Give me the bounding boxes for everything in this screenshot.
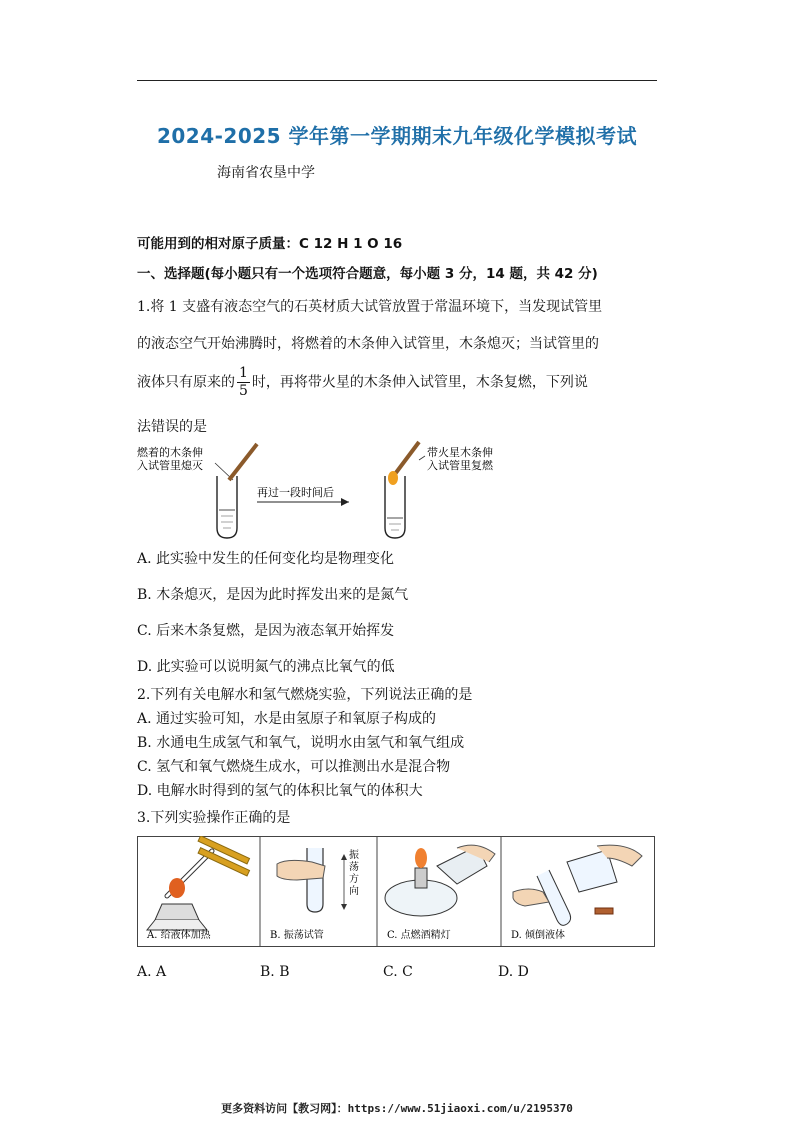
q1-option-a: A. 此实验中发生的任何变化均是物理变化 (137, 551, 395, 567)
q3-answer-c: C. C (383, 964, 413, 980)
panel-d-caption: D. 倾倒液体 (511, 930, 566, 941)
left-label-1: 燃着的木条伸 (137, 446, 203, 459)
q1-option-d: D. 此实验可以说明氮气的沸点比氧气的低 (137, 659, 395, 675)
q2-option-a: A. 通过实验可知，水是由氢原子和氧原子构成的 (137, 711, 437, 727)
q2-option-b: B. 水通电生成氢气和氧气，说明水由氢气和氧气组成 (137, 735, 465, 751)
right-test-tube (385, 476, 405, 538)
page-title: 2024-2025 学年第一学期期末九年级化学模拟考试 (156, 124, 638, 148)
q3-answer-b: B. B (260, 964, 290, 980)
fraction-numerator: 1 (239, 365, 248, 381)
left-test-tube (217, 476, 237, 538)
test-tube-figure (137, 440, 537, 540)
lab-operations-figure (137, 836, 655, 947)
q1-option-b: B. 木条熄灭，是因为此时挥发出来的是氮气 (137, 587, 409, 603)
top-rule (137, 80, 657, 81)
fraction-one-fifth (237, 365, 250, 400)
right-label-1: 带火星木条伸 (427, 446, 493, 459)
q3-answer-d: D. D (498, 964, 529, 980)
arrow-head (341, 498, 349, 506)
panel-a-caption: A. 给液体加热 (147, 930, 211, 941)
shake-label-1: 振 (349, 850, 359, 861)
q1-line-4: 法错误的是 (137, 419, 207, 435)
atomic-mass-note: 可能用到的相对原子质量：C 12 H 1 O 16 (137, 236, 403, 252)
right-pointer (419, 456, 425, 460)
panel-a-heating-liquid (147, 836, 250, 930)
right-label-2: 入试管里复燃 (427, 459, 493, 472)
panel-c-lighting-lamp (385, 845, 495, 916)
school-name: 海南省农垦中学 (217, 165, 315, 181)
fraction-denominator: 5 (239, 383, 248, 399)
q1-line-3 (137, 365, 588, 400)
q2-stem: 2.下列有关电解水和氢气燃烧实验，下列说法正确的是 (137, 687, 473, 703)
shake-label-2: 荡 (349, 862, 359, 873)
footer-link[interactable]: 更多资料访问【教习网】：https://www.51jiaoxi.com/u/2195370 (221, 1102, 573, 1115)
left-wooden-stick (229, 444, 257, 480)
glowing-splint-flame (388, 471, 398, 485)
q1-line-1: 1.将 1 支盛有液态空气的石英材质大试管放置于常温环境下，当发现试管里 (137, 299, 603, 315)
panel-c-caption: C. 点燃酒精灯 (387, 930, 451, 941)
panel-b-shaking-tube (277, 848, 359, 912)
panel-b-caption: B. 振荡试管 (270, 930, 324, 941)
left-label-2: 入试管里熄灭 (137, 459, 203, 472)
q2-option-c: C. 氢气和氧气燃烧生成水，可以推测出水是混合物 (137, 759, 451, 775)
q3-answer-a: A. A (137, 964, 167, 980)
q1-line-2: 的液态空气开始沸腾时，将燃着的木条伸入试管里，木条熄灭；当试管里的 (137, 336, 599, 352)
q3-stem: 3.下列实验操作正确的是 (137, 810, 291, 826)
arrow-label: 再过一段时间后 (257, 486, 334, 499)
panel-d-pouring-liquid (513, 845, 642, 925)
q1-option-c: C. 后来木条复燃，是因为液态氧开始挥发 (137, 623, 395, 639)
right-wooden-stick (395, 442, 419, 474)
q1-line-3-post: 时，再将带火星的木条伸入试管里，木条复燃，下列说 (251, 374, 588, 391)
shake-label-4: 向 (349, 886, 359, 897)
q1-line-3-pre: 液体只有原来的 (137, 374, 235, 391)
section-heading: 一、选择题(每小题只有一个选项符合题意，每小题 3 分，14 题，共 42 分) (137, 266, 598, 282)
q2-option-d: D. 电解水时得到的氢气的体积比氧气的体积大 (137, 783, 423, 799)
shake-label-3: 方 (349, 874, 359, 885)
